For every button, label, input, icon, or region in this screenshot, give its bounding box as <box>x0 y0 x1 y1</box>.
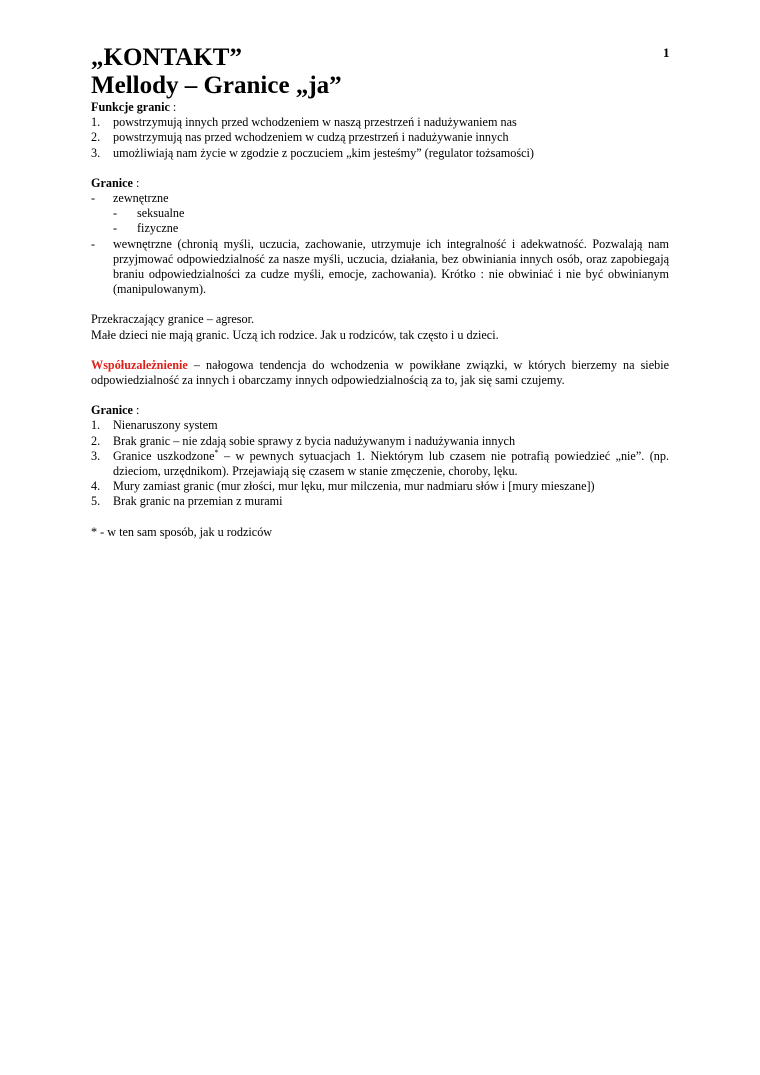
dzieci-line: Małe dzieci nie mają granic. Uczą ich rodzice. Jak u rodziców, tak często i u dzieci. <box>91 327 499 342</box>
dash-bullet: - <box>91 191 96 206</box>
list-item <box>91 479 669 494</box>
list-item <box>91 449 669 479</box>
item-number: 3. <box>91 145 101 160</box>
list-item <box>91 418 669 433</box>
page-number: 1 <box>663 45 670 60</box>
item-text: umożliwiają nam życie w zgodzie z poczuciem „kim jesteśmy” (regulator tożsamości) <box>113 145 534 160</box>
document-subtitle: Mellody – Granice „ja” <box>91 72 342 99</box>
footnote: * - w ten sam sposób, jak u rodziców <box>91 524 273 539</box>
list-item <box>91 115 669 130</box>
funkcje-heading-line <box>91 100 669 115</box>
list-item <box>91 146 669 161</box>
granice2-heading: Granice <box>91 403 133 418</box>
granice2-colon: : <box>132 403 140 418</box>
item-number: 5. <box>91 494 101 509</box>
item-text-a: Granice uszkodzone <box>113 448 215 463</box>
list-item <box>91 130 669 145</box>
funkcje-colon: : <box>169 100 177 114</box>
item-text: powstrzymują innych przed wchodzeniem w naszą przestrzeń i nadużywaniem nas <box>113 115 517 130</box>
granice-heading-line <box>91 176 669 191</box>
wspoluzaleznienie-paragraph <box>91 358 669 388</box>
granice-colon: : <box>132 175 140 190</box>
item-text: zewnętrzne <box>113 191 169 206</box>
funkcje-heading: Funkcje granic <box>91 100 170 114</box>
document-title: „KONTAKT” <box>91 44 242 71</box>
granice-types-list <box>91 191 669 297</box>
item-text: Mury zamiast granic (mur złości, mur lęku, mur milczenia, mur nadmiaru słów i [mury mieszane]) <box>113 479 595 494</box>
item-text: Brak granic na przemian z murami <box>113 494 283 509</box>
dash-bullet: - <box>91 236 96 251</box>
granice-heading: Granice <box>91 175 133 190</box>
item-number: 1. <box>91 418 101 433</box>
document-body <box>91 44 669 540</box>
wspoluzaleznienie-definition: – nałogowa tendencja do wchodzenia w powikłane związki, w których bierzemy na siebie odpowiedzialność za innych i obarczamy innych odpowiedzialnością za to, jak się sami czujemy. <box>91 357 669 388</box>
agresor-line: Przekraczający granice – agresor. <box>91 312 255 327</box>
footnote-marker: * <box>214 447 219 457</box>
item-text: powstrzymują nas przed wchodzeniem w cudzą przestrzeń i nadużywanie innych <box>113 130 509 145</box>
funkcje-list <box>91 115 669 161</box>
list-item <box>91 494 669 509</box>
sub-list <box>113 206 669 236</box>
sub-item <box>113 221 669 236</box>
sub-item <box>113 206 669 221</box>
item-number: 2. <box>91 130 101 145</box>
item-text: Nienaruszony system <box>113 418 218 433</box>
granice2-heading-line <box>91 403 669 418</box>
list-item-wewnetrzne <box>91 237 669 298</box>
dash-bullet: - <box>113 206 118 221</box>
list-item-zewnetrzne <box>91 191 669 237</box>
granice2-list <box>91 418 669 509</box>
item-text: wewnętrzne (chronią myśli, uczucia, zachowanie, utrzymuje ich integralność i adekwatność. Pozwalają nam przyjmować odpowiedzialność za nasze myśli, uczucia, działania, bez obwiniania innych osób, oraz zapobiegają braniu odpowiedzialności za cudze myśli, emocje, zachowania). Krótko : nie obwiniać i nie być obwinianym (manipulowanym). <box>113 236 669 297</box>
sub-item-text: fizyczne <box>137 221 179 236</box>
item-number: 3. <box>91 448 101 463</box>
wspoluzaleznienie-term: Współuzależnienie <box>91 357 188 372</box>
item-number: 1. <box>91 115 101 130</box>
item-number: 2. <box>91 433 101 448</box>
item-text-b: – w pewnych sytuacjach 1. Niektórym lub czasem nie potrafią powiedzieć „nie”. (np. dzieciom, urzędnikom). Przejawiają się czasem w stanie zmęczenie, choroby, lęku. <box>113 448 669 479</box>
dash-bullet: - <box>113 221 118 236</box>
item-number: 4. <box>91 479 101 494</box>
sub-item-text: seksualne <box>137 206 185 221</box>
item-text <box>113 449 669 479</box>
item-text: Brak granic – nie zdają sobie sprawy z bycia nadużywanym i nadużywania innych <box>113 433 516 448</box>
list-item <box>91 434 669 449</box>
